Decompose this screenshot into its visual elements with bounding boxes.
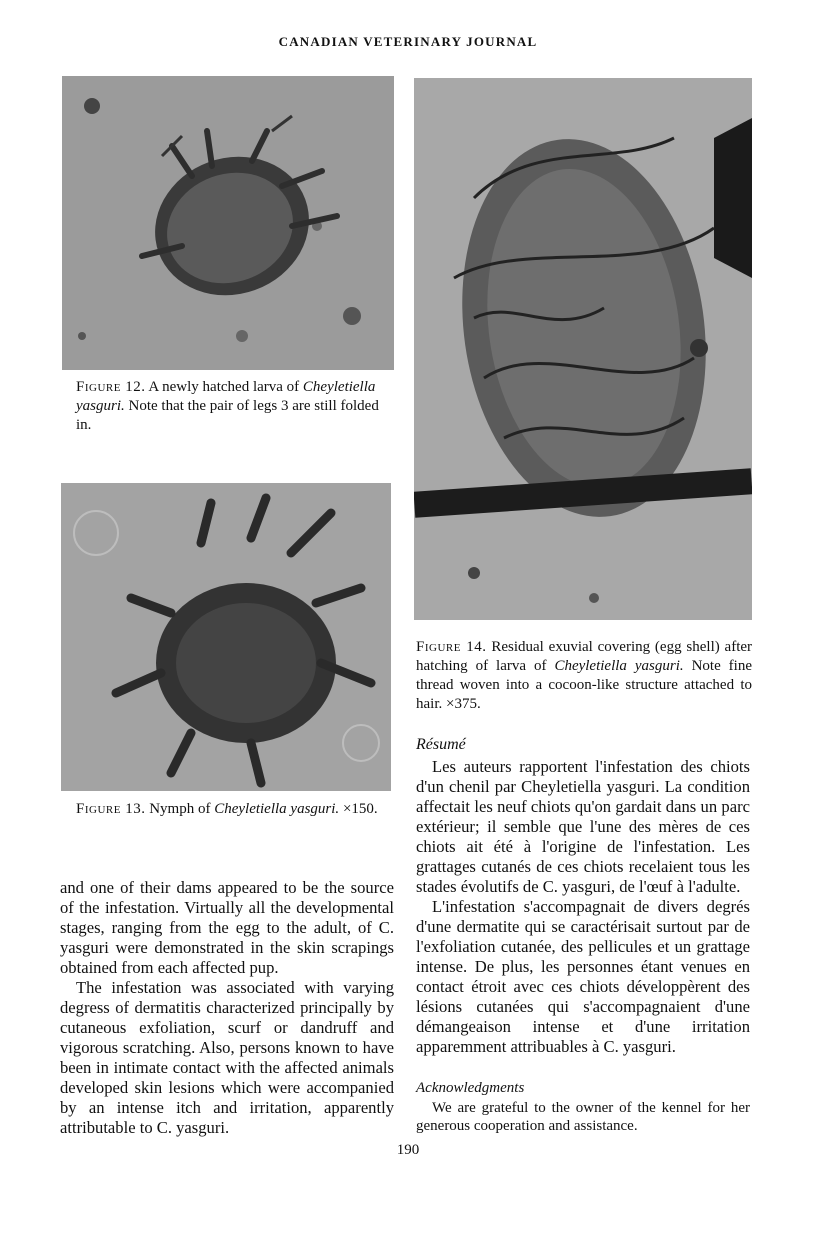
figure-13-label: Figure 13. [76,801,146,817]
exuvial-covering-micrograph [414,78,752,620]
figure-13-caption: Figure 13. Nymph of Cheyletiella yasguri. ×150. [76,801,378,817]
acknowledgments-heading: Acknowledgments [416,1080,525,1096]
resume-paragraph-1: Les auteurs rapportent l'infestation des chiots d'un chenil par Cheyletiella yasguri. La condition affectait les neuf chiots qu'on gardait dans un parc extérieur; il semble que l'une des mères de ces chiots ait été à l'origine de l'infestation. Les grattages cutanés de ces chiots recelaient tous les stades évolutifs de C. yasguri, de l'œuf à l'adulte. [416,757,750,896]
acknowledgments-text [416,1099,750,1135]
nymph-micrograph [61,483,391,791]
larva-micrograph [62,76,394,370]
figure-12-caption: Figure 12. A newly hatched larva of Cheyletiella yasguri. Note that the pair of legs 3 are still folded in. [76,379,379,433]
resume-heading: Résumé [416,736,466,753]
page-number: 190 [396,1142,420,1158]
resume-text [416,757,750,1057]
resume-paragraph-2: L'infestation s'accompagnait de divers degrés d'une dermatite qui se caractérisait surtout par de l'exfoliation cutanée, des pellicules et un grattage intense. De plus, les personnes étant venues en contact étroit avec ces chiots développèrent des lésions cutanées qui s'accompagnaient d'une démangeaison intense et d'une irritation apparemment attribuables à C. yasguri. [416,897,750,1056]
figure-12-label: Figure 12. [76,379,146,395]
body-paragraph-1: and one of their dams appeared to be the source of the infestation. Virtually all the developmental stages, ranging from the egg to the adult, of C. yasguri were demonstrated in the skin scrapings obtained from each affected pup. [60,878,394,977]
figure-14-image [414,78,752,620]
figure-12-image [62,76,394,370]
figure-14-label: Figure 14. [416,639,487,655]
figure-14-caption: Figure 14. Residual exuvial covering (egg shell) after hatching of larva of Cheyletiella yasguri. Note fine thread woven into a cocoon-like structure attached to hair. ×375. [416,639,753,712]
journal-header: CANADIAN VETERINARY JOURNAL [278,34,538,49]
left-column-text [60,878,394,1138]
body-paragraph-2: The infestation was associated with varying degress of dermatitis characterized principally by cutaneous exfoliation, scurf or dandruff and vigorous scratching. Also, persons known to have been in intimate contact with the affected animals developed skin lesions which were accompanied by an intense itch and irritation, apparently attributable to C. yasguri. [60,978,394,1137]
figure-13-image [61,483,391,791]
acknowledgments-paragraph: We are grateful to the owner of the kennel for her generous cooperation and assistance. [416,1100,750,1134]
